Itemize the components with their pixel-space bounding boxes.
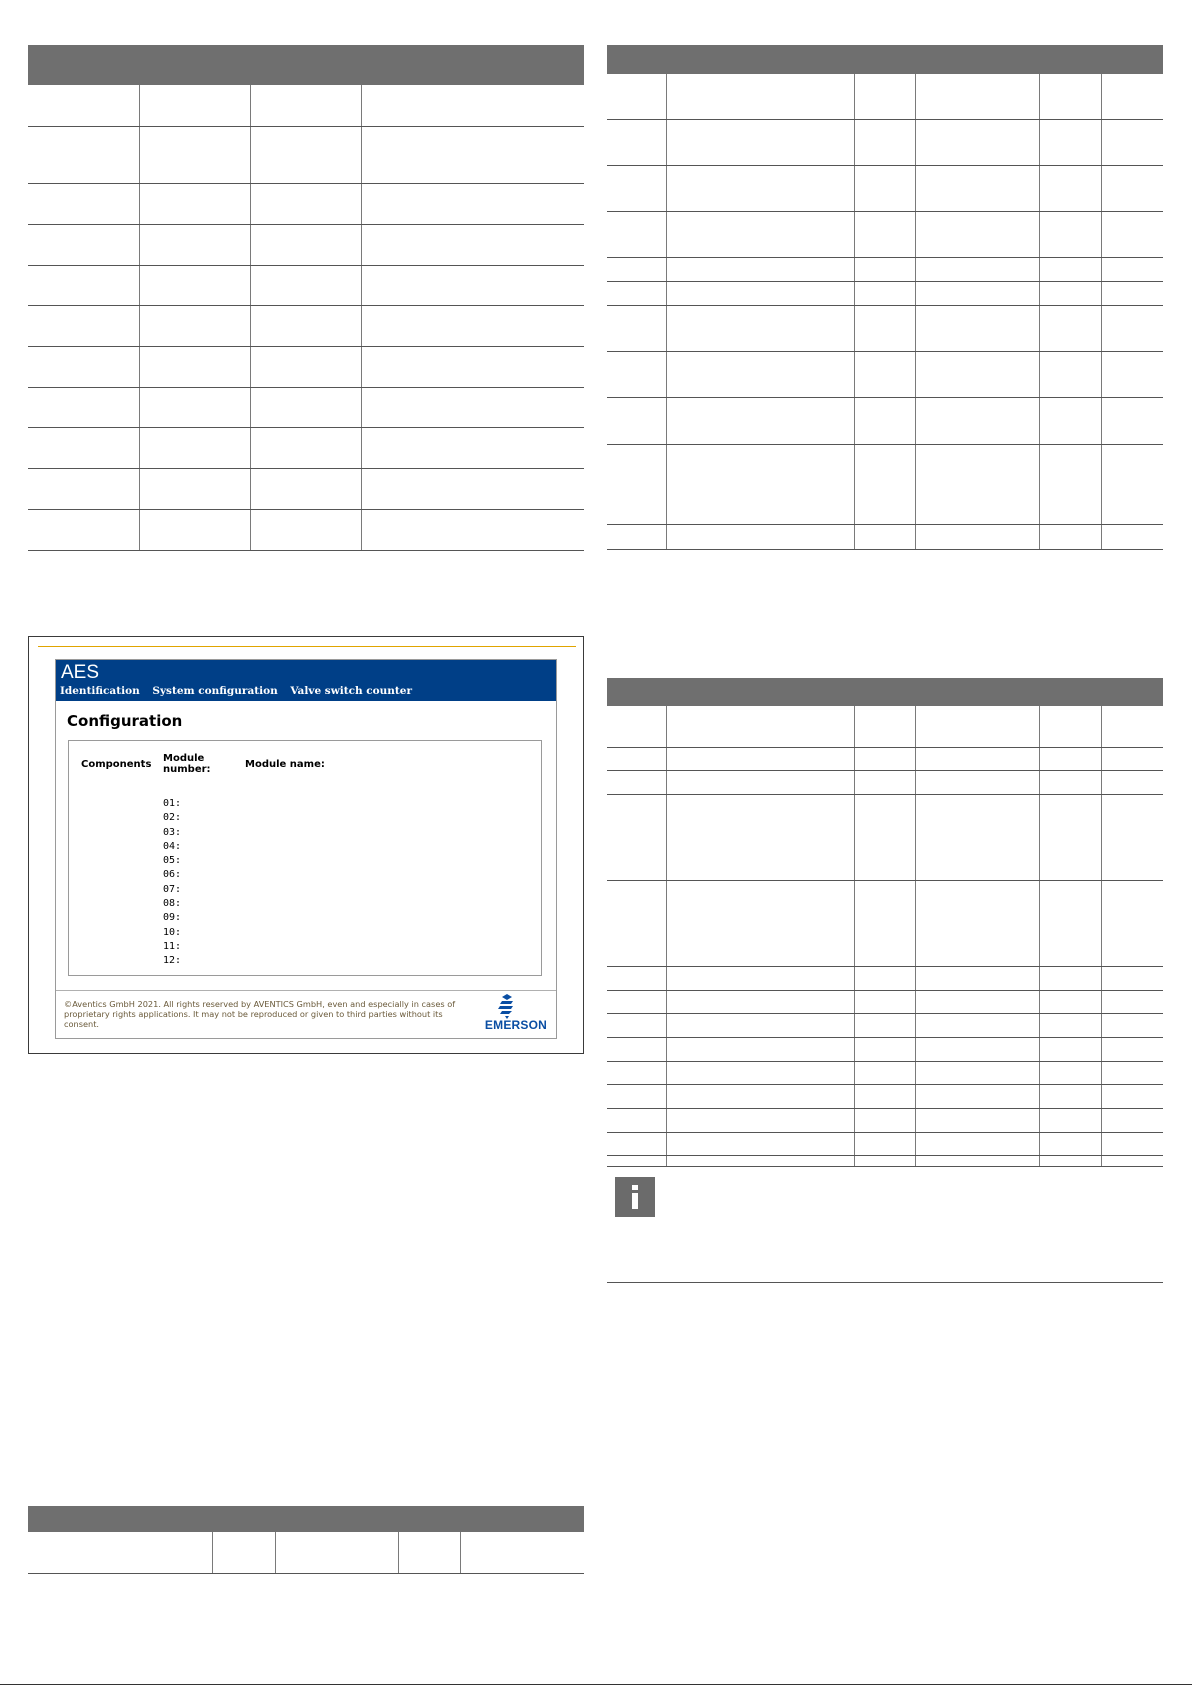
- table-row: [607, 549, 1163, 550]
- table-mid-right: [607, 678, 1163, 1166]
- table-row: [607, 351, 1163, 352]
- module-number: 06:: [163, 869, 182, 881]
- table-row: [607, 211, 1163, 212]
- module-number: 08:: [163, 898, 182, 910]
- table-bottom-left: [28, 1506, 584, 1574]
- module-number-header-line1: Module: [163, 753, 205, 764]
- copyright-line: proprietary rights applications. It may not be reproduced or given to third parties without its: [64, 1009, 443, 1019]
- table-row: [28, 305, 584, 306]
- components-header: Components: [81, 759, 152, 770]
- table-row: [607, 880, 1163, 881]
- emerson-logo-icon: [467, 994, 547, 1034]
- table-row: [607, 990, 1163, 991]
- info-icon: [615, 1177, 655, 1217]
- table-row: [28, 1573, 584, 1574]
- table-row: [607, 305, 1163, 306]
- module-number-header: [163, 753, 211, 775]
- footer-divider: [56, 990, 556, 991]
- module-number-list: [163, 797, 181, 969]
- table-row: [28, 183, 584, 184]
- table-row: [28, 126, 584, 127]
- module-number: 09:: [163, 912, 182, 924]
- copyright-notice: [64, 999, 464, 1029]
- app-title: AES: [61, 662, 100, 683]
- nav-system-configuration[interactable]: System configuration: [152, 685, 278, 697]
- table-row: [607, 747, 1163, 748]
- table-row: [28, 346, 584, 347]
- table-row: [607, 1061, 1163, 1062]
- module-number: 01:: [163, 798, 182, 809]
- table-header: [28, 1506, 584, 1532]
- module-number: 07:: [163, 883, 182, 895]
- module-number: 12:: [163, 955, 182, 967]
- note-divider-top: [607, 1166, 1163, 1167]
- note-divider-bottom: [607, 1282, 1163, 1283]
- nav-identification[interactable]: Identification: [60, 685, 140, 697]
- nav-bar: [60, 685, 421, 697]
- table-row: [607, 257, 1163, 258]
- table-header: [607, 678, 1163, 706]
- module-number: 10:: [163, 926, 182, 938]
- module-number: 11:: [163, 940, 182, 952]
- module-number: 02:: [163, 812, 182, 824]
- table-header: [28, 45, 584, 85]
- table-row: [607, 1013, 1163, 1014]
- table-row: [28, 224, 584, 225]
- table-row: [607, 1037, 1163, 1038]
- table-top-left: [28, 45, 584, 551]
- module-number: 04:: [163, 840, 182, 852]
- nav-valve-switch-counter[interactable]: Valve switch counter: [290, 685, 412, 697]
- table-row: [607, 770, 1163, 771]
- table-row: [28, 387, 584, 388]
- table-row: [607, 1108, 1163, 1109]
- copyright-line: ©Aventics GmbH 2021. All rights reserved by AVENTICS GmbH, even and especially in cases of: [64, 999, 456, 1009]
- table-row: [607, 444, 1163, 445]
- table-row: [28, 509, 584, 510]
- table-row: [607, 165, 1163, 166]
- configuration-panel: [68, 740, 542, 976]
- table-row: [607, 1132, 1163, 1133]
- table-row: [607, 119, 1163, 120]
- browser-page: [55, 659, 557, 1039]
- module-number: 05:: [163, 855, 182, 867]
- app-banner: [56, 660, 556, 701]
- table-row: [607, 966, 1163, 967]
- table-row: [28, 265, 584, 266]
- configuration-screenshot: [28, 636, 584, 1054]
- table-header: [607, 45, 1163, 74]
- module-number-header-line2: number:: [163, 764, 211, 775]
- table-row: [607, 281, 1163, 282]
- table-row: [28, 427, 584, 428]
- table-row: [28, 550, 584, 551]
- module-number: 03:: [163, 826, 182, 838]
- module-name-header: Module name:: [245, 759, 325, 770]
- table-row: [607, 1155, 1163, 1156]
- emerson-brand-text: EMERSON: [484, 1018, 547, 1032]
- table-row: [28, 468, 584, 469]
- table-top-right: [607, 45, 1163, 551]
- table-row: [607, 524, 1163, 525]
- table-row: [607, 794, 1163, 795]
- copyright-line: consent.: [64, 1019, 100, 1029]
- table-row: [607, 397, 1163, 398]
- page-title: Configuration: [67, 712, 183, 730]
- table-row: [607, 1084, 1163, 1085]
